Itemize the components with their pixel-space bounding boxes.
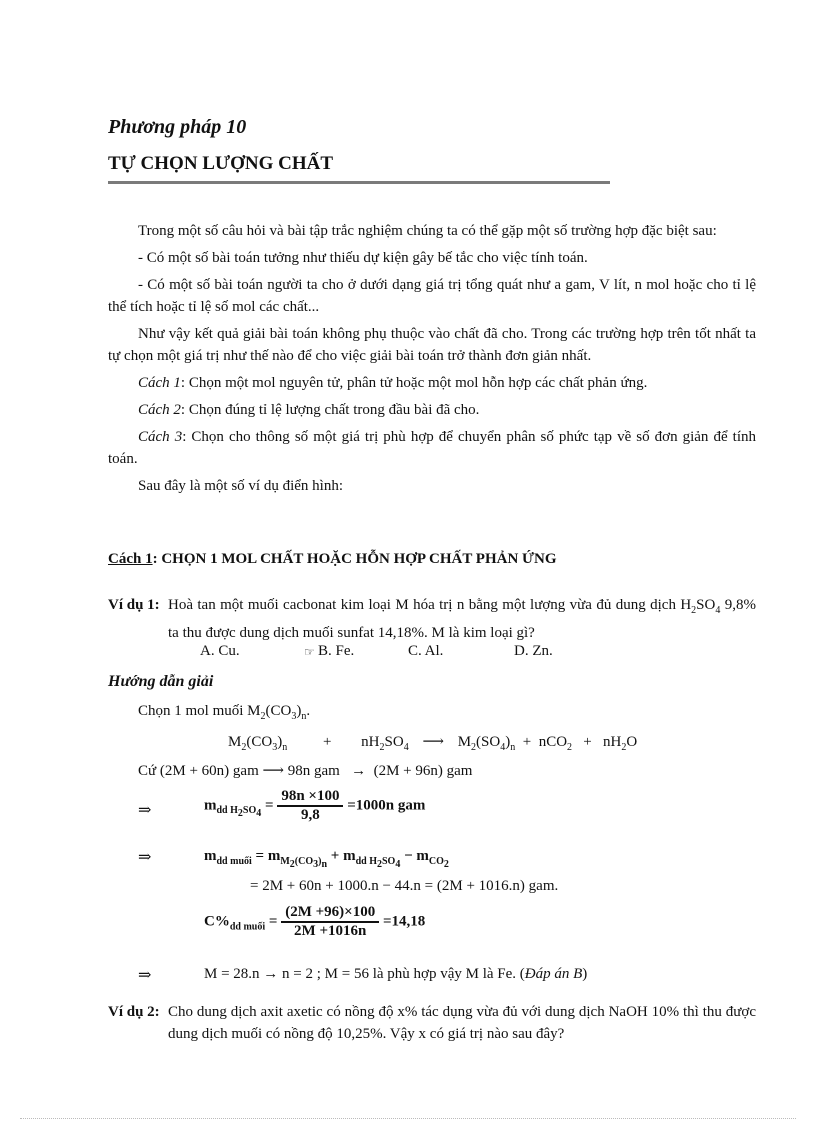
intro-block bbox=[108, 220, 756, 502]
formula-1-fraction bbox=[277, 788, 343, 824]
title-underline bbox=[108, 181, 610, 184]
formula-4: $C\%_{dd muối}$ = $\frac{(2M +96)\times 100}{2M +1016n}$ =14,18 bbox=[204, 904, 426, 939]
eq-plus-1: + bbox=[322, 734, 332, 750]
formula-2: $m_{dd muối} = m_{M_2(CO_3)_n} + m_{dd H_2SO_4} - m_{CO_2}$ bbox=[204, 848, 449, 870]
result-line bbox=[204, 966, 587, 983]
example-1-text: Hoà tan một muối cacbonat kim loại M hóa trị n bằng một lượng vừa đủ dung dịch $H_2SO_4$ 9,8% ta thu được dung dịch muối sunfat 14,18%. M là kim loại gì? bbox=[168, 597, 756, 641]
example-2 bbox=[108, 1001, 756, 1045]
method-title: Phương pháp 10 bbox=[108, 116, 247, 138]
mass-relation bbox=[138, 761, 472, 780]
implies-icon: ⇒ bbox=[138, 967, 152, 984]
implies-icon: ⇒ bbox=[138, 849, 152, 866]
eq-reactant-2: nH bbox=[361, 734, 380, 750]
mass-a: Cứ (2M + 60n) gam bbox=[138, 763, 259, 779]
implies-icon: ⇒ bbox=[138, 802, 152, 819]
intro-paragraph-3: - Có một số bài toán người ta cho ở dưới dạng giá trị tổng quát như a gam, V lít, n mol hoặc cho tỉ lệ thể tích hoặc tỉ lệ số mol các chất... bbox=[108, 277, 756, 315]
step-1-a: Chọn 1 mol muối M bbox=[138, 703, 261, 719]
section-1-title: : CHỌN 1 MOL CHẤT HOẶC HỖN HỢP CHẤT PHẢN ỨNG bbox=[152, 551, 557, 567]
example-1-text-c: 9,8% ta thu được dung dịch muối sunfat 14,18%. M là kim loại gì? bbox=[168, 597, 756, 641]
way-3-text: : Chọn cho thông số một giá trị phù hợp để chuyển phân số phức tạp về số đơn giản để tính toán. bbox=[108, 429, 756, 467]
formula-1-lhs: m bbox=[204, 797, 217, 814]
arrow-icon: → bbox=[351, 763, 367, 779]
formula-1-numerator: 98n ×100 bbox=[277, 788, 343, 807]
long-arrow-icon: ⟶ bbox=[262, 763, 285, 779]
formula-4-numerator: (2M +96)×100 bbox=[281, 904, 379, 923]
method-way-3 bbox=[108, 426, 756, 470]
example-2-label: Ví dụ 2: bbox=[108, 1004, 160, 1020]
reaction-arrow-icon: ⟶ bbox=[422, 734, 444, 750]
way-3-label: Cách 3 bbox=[138, 429, 183, 445]
option-a: A. Cu. bbox=[200, 643, 240, 659]
example-1 bbox=[108, 594, 756, 644]
formula-2-lhs: m bbox=[204, 848, 217, 864]
example-1-text-b: SO bbox=[696, 597, 716, 613]
solution-step-1: Chọn 1 mol muối $M_2(CO_3)_n$. bbox=[138, 703, 311, 722]
option-b: B. Fe. bbox=[318, 643, 355, 659]
way-1-label: Cách 1 bbox=[138, 375, 181, 391]
option-c: C. Al. bbox=[408, 643, 444, 659]
formula-1-denominator: 9,8 bbox=[301, 807, 320, 823]
eq-reactant-1: M bbox=[228, 734, 242, 750]
page-title: TỰ CHỌN LƯỢNG CHẤT bbox=[108, 153, 334, 174]
mass-b: 98n gam bbox=[287, 763, 340, 779]
eq-plus-3: + bbox=[583, 734, 592, 750]
intro-paragraph-5: Sau đây là một số ví dụ điển hình: bbox=[138, 478, 343, 494]
intro-paragraph-4: Như vậy kết quả giải bài toán không phụ thuộc vào chất đã cho. Trong các trường hợp trên tốt nhất ta tự chọn một giá trị như thế nào để cho việc giải bài toán trở thành đơn giản nhất. bbox=[108, 326, 756, 364]
option-d: D. Zn. bbox=[514, 643, 553, 659]
formula-4-lhs: C% bbox=[204, 913, 230, 930]
section-1-label: Cách 1 bbox=[108, 551, 153, 567]
formula-4-fraction bbox=[281, 904, 379, 940]
intro-paragraph-1: Trong một số câu hỏi và bài tập trắc nghiệm chúng ta có thể gặp một số trường hợp đặc biệt sau: bbox=[138, 223, 717, 239]
eq-product-3: nH bbox=[603, 734, 622, 750]
formula-3: = 2M + 60n + 1000.n − 44.n = (2M + 1016.n) gam. bbox=[250, 878, 559, 894]
reaction-equation: $M_2(CO_3)_n + nH_2SO_4$ ⟶ $M_2(SO_4)_n + nCO_2$ + $nH_2O$ bbox=[228, 734, 638, 753]
intro-paragraph-2: - Có một số bài toán tưởng như thiếu dự kiện gây bế tắc cho việc tính toán. bbox=[138, 250, 588, 266]
example-1-label: Ví dụ 1: bbox=[108, 597, 160, 613]
formula-4-denominator: 2M +1016n bbox=[294, 923, 367, 939]
way-1-text: : Chọn một mol nguyên tử, phân tử hoặc một mol hỗn hợp các chất phản ứng. bbox=[180, 375, 648, 391]
example-1-text-a: Hoà tan một muối cacbonat kim loại M hóa trị n bằng một lượng vừa đủ dung dịch H bbox=[168, 597, 692, 613]
method-way-2 bbox=[108, 399, 756, 421]
page-divider bbox=[20, 1118, 796, 1119]
result-text: M = 28.n → n = 2 ; M = 56 là phù hợp vậy M là Fe. ( bbox=[204, 966, 525, 982]
formula-1: $m_{dd H_2SO_4}$ = $\frac{98n \times 100}{9,8}$ =1000n gam bbox=[204, 788, 426, 823]
solution-heading: Hướng dẫn giải bbox=[108, 673, 214, 690]
way-2-text: : Chọn đúng tỉ lệ lượng chất trong đầu bài đã cho. bbox=[180, 402, 480, 418]
way-2-label: Cách 2 bbox=[138, 402, 181, 418]
example-2-text: Cho dung dịch axit axetic có nồng độ x% tác dụng vừa đủ với dung dịch NaOH 10% thì thu được dung dịch muối có nồng độ 10,25%. Vậy x có giá trị nào sau đây? bbox=[168, 1004, 756, 1042]
formula-4-rhs: =14,18 bbox=[382, 913, 426, 930]
eq-product-1: M bbox=[457, 734, 472, 750]
mass-c: (2M + 96n) gam bbox=[373, 763, 473, 779]
result-answer: Đáp án B bbox=[524, 966, 583, 982]
cursor-pointer-icon: ☞ bbox=[304, 645, 315, 659]
section-1-heading bbox=[108, 551, 557, 568]
step-1-b: (CO bbox=[265, 703, 292, 719]
result-end: ) bbox=[582, 966, 588, 982]
method-way-1 bbox=[108, 372, 756, 394]
formula-1-rhs: =1000n gam bbox=[347, 797, 426, 814]
step-1-c: ) bbox=[296, 703, 302, 719]
eq-product-2: nCO bbox=[538, 734, 568, 750]
